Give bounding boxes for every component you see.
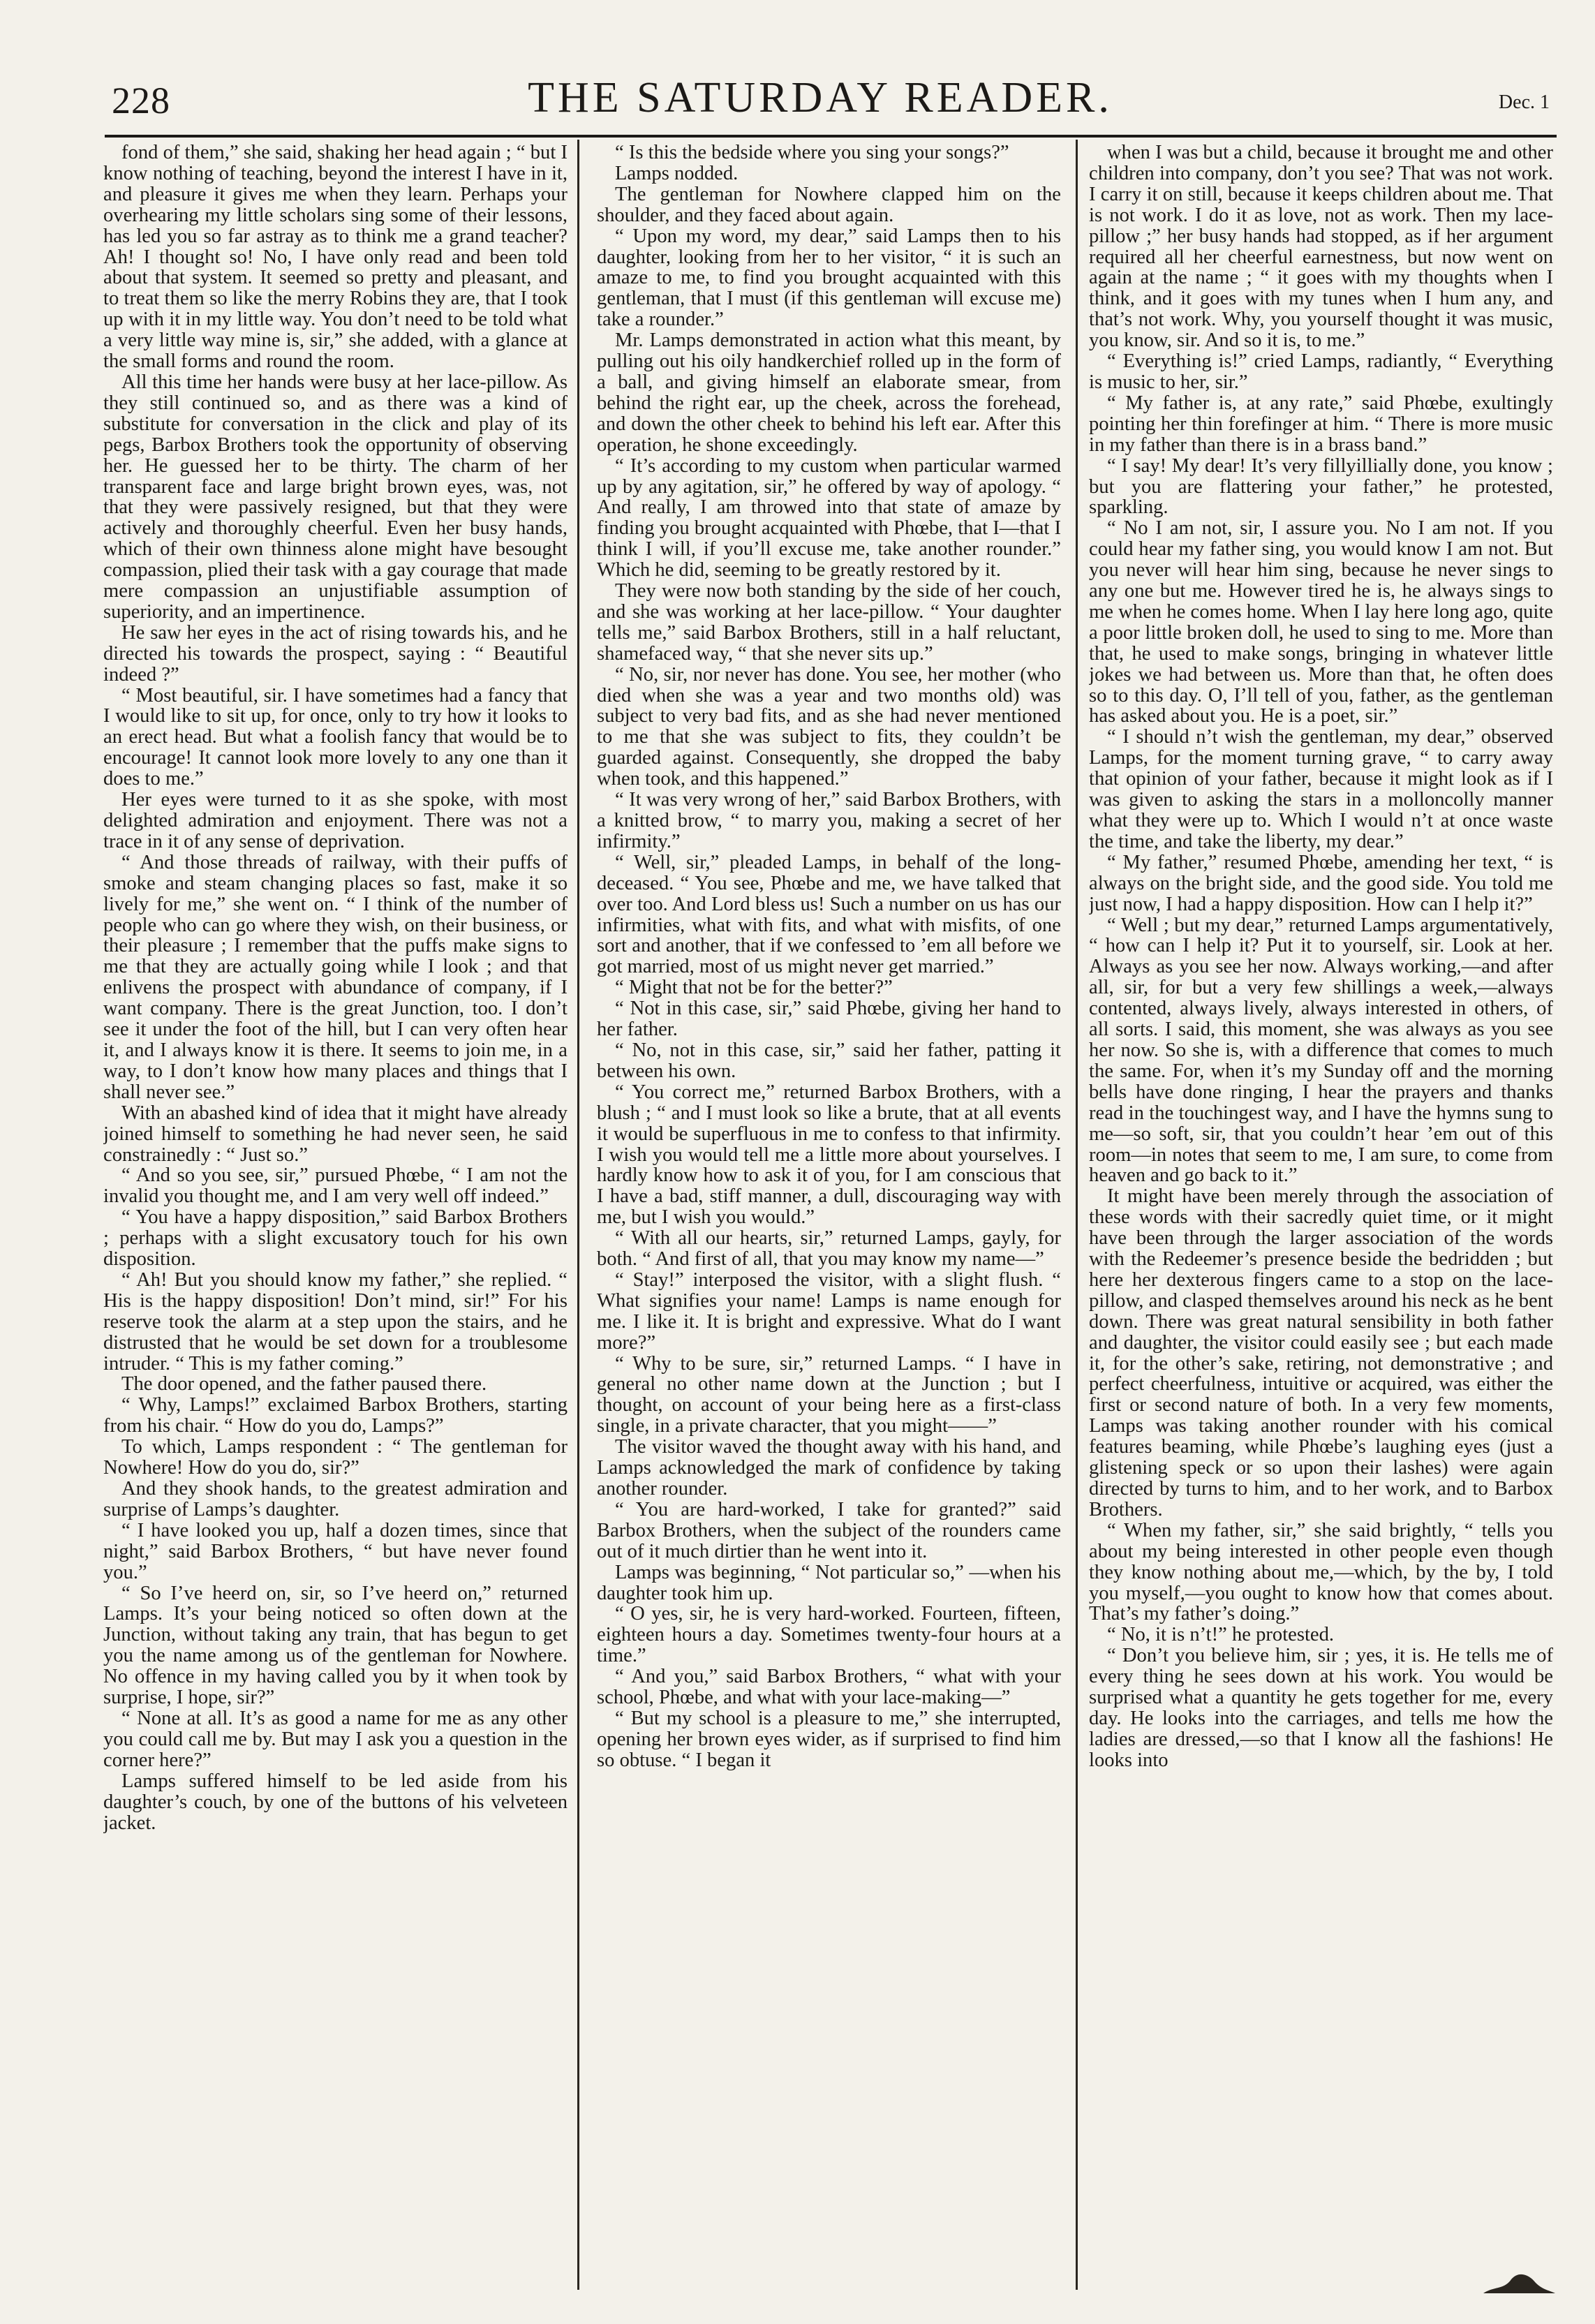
paragraph: “ No, sir, nor never has done. You see, her mother (who died when she was a year and two months old) was subject to very bad fits, and as she had never mentioned to me that she was subject to fits, they couldn’t be guarded against. Consequently, she dropped the baby when took, and this happened.” [597,663,1061,790]
header-rule [105,135,1557,138]
paragraph: All this time her hands were busy at her lace-pillow. As they still continued so, and as there was a kind of substitute for conversation in the click and play of its pegs, Barbox Brothers took the opportunity of observing her. He guessed her to be thirty. The charm of her transparent face and large bright brown eyes, was, not that they were passively resigned, but that they were actively and thoroughly cheerful. Even her busy hands, which of their own thinness alone might have besought compassion, plied their task with a gay courage that made mere compassion an unjustifiable assumption of superiority, and an impertinence. [103,371,567,623]
text-column-3 [1089,142,1553,2286]
paragraph: The gentleman for Nowhere clapped him on the shoulder, and they faced about again. [597,183,1061,226]
paragraph: “ Don’t you believe him, sir ; yes, it is. He tells me of every thing he sees down at his work. You would be surprised what a quantity he gets together for me, every day. He looks into the carriages, and tells me how the ladies are dressed,—so that I know all the fashions! He looks into [1089,1645,1553,1771]
paragraph: “ O yes, sir, he is very hard-worked. Fourteen, fifteen, eighteen hours a day. Sometimes twenty-four hours at a time.” [597,1603,1061,1667]
paragraph: “ And you,” said Barbox Brothers, “ what with your school, Phœbe, and what with your lace-making—” [597,1666,1061,1709]
paragraph: “ And those threads of railway, with their puffs of smoke and steam changing places so fast, make it so lively for me,” she went on. “ I think of the number of people who can go where they wish, on their business, or their pleasure ; I remember that the puffs make signs to me that they are actually going while I look ; and that enlivens the prospect with abundance of company, if I want company. There is the great Junction, too. I don’t see it under the foot of the hill, but I can very often hear it, and I always know it is there. It seems to join me, in a way, to I don’t know how many places and things that I shall never see.” [103,851,567,1103]
paragraph: “ I have looked you up, half a dozen times, since that night,” said Barbox Brothers, “ but have never found you.” [103,1519,567,1583]
paragraph: “ Is this the bedside where you sing your songs?” [615,142,1009,163]
paragraph: “ You are hard-worked, I take for granted?” said Barbox Brothers, when the subject of the rounders came out of it much dirtier than he went into it. [597,1498,1061,1562]
paragraph: “ Not in this case, sir,” said Phœbe, giving her hand to her father. [597,998,1061,1041]
paragraph: “ I should n’t wish the gentleman, my dear,” observed Lamps, for the moment turning grave, “ to carry away that opinion of your father, because it might look as if I was given to asking the stars in a molloncolly manner what they were up to. Which I would n’t at once waste the time, and take the liberty, my dear.” [1089,726,1553,852]
paragraph: “ I say! My dear! It’s very fillyillially done, you know ; but you are flattering your father,” he protested, sparkling. [1089,454,1553,519]
page-number: 228 [112,80,170,121]
paragraph: “ Why, Lamps!” exclaimed Barbox Brothers, starting from his chair. “ How do you do, Lamps?” [103,1394,567,1437]
paragraph: “ With all our hearts, sir,” returned Lamps, gayly, for both. “ And first of all, that you may know my name—” [597,1227,1061,1271]
paragraph: “ Well, sir,” pleaded Lamps, in behalf of the long-deceased. “ You see, Phœbe and me, we have talked that over too. And Lord bless us! Such a number on us has our infirmities, what with fits, and what with misfits, of one sort and another, that if we confessed to ’em all before we got married, most of us might never get married.” [597,851,1061,978]
paragraph: “ And so you see, sir,” pursued Phœbe, “ I am not the invalid you thought me, and I am very well off indeed.” [103,1164,567,1208]
paragraph: Her eyes were turned to it as she spoke, with most delighted admiration and enjoyment. There was not a trace in it of any sense of deprivation. [103,789,567,852]
paragraph: Lamps was beginning, “ Not particular so,” —when his daughter took him up. [597,1561,1061,1604]
column-divider [1076,140,1078,2290]
paragraph: “ Well ; but my dear,” returned Lamps argumentatively, “ how can I help it? Put it to yourself, sir. Look at her. Always as you see her now. Always working,—and after all, sir, for but a very few shillings a week,—always contented, always lively, always interested in others, of all sorts. I said, this moment, she was always as you see her now. So she is, with a difference that comes to much the same. For, when it’s my Sunday off and the morning bells have done ringing, I hear the prayers and thanks read in the touchingest way, and I have the hymns sung to me—so soft, sir, that you couldn’t hear ’em out of this room—in notes that seem to me, I am sure, to come from heaven and go back to it.” [1089,914,1553,1187]
page-header [91,66,1550,129]
paragraph: “ Stay!” interposed the visitor, with a slight flush. “ What signifies your name! Lamps is name enough for me. I like it. It is bright and expressive. What do I want more?” [597,1268,1061,1354]
paragraph: He saw her eyes in the act of rising towards his, and he directed his towards the prospect, saying : “ Beautiful indeed ?” [103,621,567,686]
paragraph: Lamps suffered himself to be led aside from his daughter’s couch, by one of the buttons of his velveteen jacket. [103,1770,567,1834]
paragraph: The door opened, and the father paused there. [121,1373,487,1396]
paragraph: “ Why to be sure, sir,” returned Lamps. “ I have in general no other name down at the Junction ; but I thought, on account of your being here as a first-class single, in a private character, that you might——” [597,1352,1061,1437]
text-column-2 [597,142,1061,2286]
paragraph: “ My father,” resumed Phœbe, amending her text, “ is always on the bright side, and the good side. You told me just now, I had a happy disposition. How can I help it?” [1089,851,1553,915]
paragraph: “ So I’ve heerd on, sir, so I’ve heerd on,” returned Lamps. It’s your being noticed so often down at the Junction, without taking any train, that has begun to get you the name among us of the gentleman for Nowhere. No offence in my having called you by it when took by surprise, I hope, sir?” [103,1582,567,1709]
paragraph: “ You correct me,” returned Barbox Brothers, with a blush ; “ and I must look so like a brute, that at all events it would be superfluous in me to confess to that infirmity. I wish you would tell me a little more about yourselves. I hardly know how to ask it of you, for I am conscious that I have a bad, stiff manner, a dull, discouraging way with me, but I wish you would.” [597,1081,1061,1229]
ink-blot-mark [1480,2265,1557,2297]
text-column-1 [103,142,567,2286]
paragraph: “ My father is, at any rate,” said Phœbe, exultingly pointing her thin forefinger at him. “ There is more music in my father than there is in a brass band.” [1089,392,1553,456]
paragraph: Lamps nodded. [615,162,739,184]
paragraph: “ You have a happy disposition,” said Barbox Brothers ; perhaps with a slight excusatory touch for his own disposition. [103,1206,567,1271]
paragraph: “ No, not in this case, sir,” said her father, patting it between his own. [597,1039,1061,1082]
paragraph: They were now both standing by the side of her couch, and she was working at her lace-pillow. “ Your daughter tells me,” said Barbox Brothers, still in a half reluctant, shamefaced way, “ that she never sits up.” [597,580,1061,665]
paragraph: “ None at all. It’s as good a name for me as any other you could call me by. But may I ask you a question in the corner here?” [103,1707,567,1771]
paragraph: “ Most beautiful, sir. I have sometimes had a fancy that I would like to sit up, for once, only to try how it looks to an erect head. But what a foolish fancy that would be to encourage! It cannot look more lovely to any one than it does to me.” [103,684,567,790]
paragraph: “ Everything is!” cried Lamps, radiantly, “ Everything is music to her, sir.” [1089,350,1553,393]
paragraph: “ Ah! But you should know my father,” she replied. “ His is the happy disposition! Don’t mind, sir!” For his reserve took the alarm at a step upon the stairs, and he distrusted that he would be set down for a troublesome intruder. “ This is my father coming.” [103,1268,567,1375]
paragraph: “ It’s according to my custom when particular warmed up by any agitation, sir,” he offered by way of apology. “ And really, I am throwed into that state of amaze by finding you brought acquainted with Phœbe, that I—that I think I will, if you’ll excuse me, take another rounder.” Which he did, seeming to be greatly restored by it. [597,454,1061,582]
paragraph: “ It was very wrong of her,” said Barbox Brothers, with a knitted brow, “ to marry you, making a secret of her infirmity.” [597,789,1061,852]
publication-title: THE SATURDAY READER. [528,74,1113,121]
paragraph: fond of them,” she said, shaking her head again ; “ but I know nothing of teaching, beyond the interest I have in it, and pleasure it gives me when they learn. Perhaps your overhearing my little scholars sing some of their lessons, has led you so far astray as to think me a grand teacher? Ah! I thought so! No, I have only read and been told about that system. It seemed so pretty and pleasant, and to treat them so like the merry Robins they are, that I took up with it in my little way. You don’t need to be told what a very little way mine is, sir,” she added, with a glance at the small forms and round the room. [103,142,567,373]
paragraph: To which, Lamps respondent : “ The gentleman for Nowhere! How do you do, sir?” [103,1436,567,1479]
paragraph: “ But my school is a pleasure to me,” she interrupted, opening her brown eyes wider, as if surprised to find him so obtuse. “ I began it [597,1707,1061,1771]
paragraph: “ Might that not be for the better?” [615,977,893,999]
paragraph: “ When my father, sir,” she said brightly, “ tells you about my being interested in other people even though they know nothing about me,—which, by the by, I told you myself,—you ought to know how that comes about. That’s my father’s doing.” [1089,1519,1553,1625]
paragraph: Mr. Lamps demonstrated in action what this meant, by pulling out his oily handkerchief rolled up in the form of a ball, and giving himself an elaborate smear, from behind the right ear, up the cheek, across the forehead, and down the other cheek to behind his left ear. After this operation, he shone exceedingly. [597,330,1061,456]
paragraph: “ No I am not, sir, I assure you. No I am not. If you could hear my father sing, you would know I am not. But you never will hear him sing, because he never sings to any one but me. However tired he is, he always sings to me when he comes home. When I lay here long ago, quite a poor little broken doll, he used to sing to me. More than that, he used to make songs, bringing in whatever little jokes we had between us. More than that, he often does so to this day. O, I’ll tell of you, father, as the gentleman has asked about you. He is a poet, sir.” [1089,517,1553,727]
paragraph: It might have been merely through the association of these words with their sacredly quiet time, or it might have been through the larger association of the words with the Redeemer’s presence beside the bedridden ; but here her dexterous fingers came to a stop on the lace-pillow, and clasped themselves around his neck as he bent down. There was great natural sensibility in both father and daughter, the visitor could easily see ; but each made it, for the other’s sake, retiring, not demonstrative ; and perfect cheerfulness, intuitive or acquired, was either the first or second nature of both. In a very few moments, Lamps was taking another rounder with his comical features beaming, while Phœbe’s laughing eyes (just a glistening speck or so upon their lashes) were again directed by turns to him, and to her work, and to Barbox Brothers. [1089,1185,1553,1520]
paragraph: And they shook hands, to the greatest admiration and surprise of Lamps’s daughter. [103,1478,567,1520]
column-divider [577,140,579,2290]
paragraph: “ No, it is n’t!” he protested. [1107,1624,1335,1646]
paragraph: when I was but a child, because it brought me and other children into company, don’t you see? That was not work. I carry it on still, because it keeps children about me. That is not work. I do it as love, not as work. Then my lace-pillow ;” her busy hands had stopped, as if her argument required all her cheerful earnestness, but now went on again at the name ; “ it goes with my thoughts when I think, and it goes with my tunes when I hum any, and that’s not work. Why, you yourself thought it was music, you know, sir. And so it is, to me.” [1089,142,1553,352]
paragraph: With an abashed kind of idea that it might have already joined himself to something he had never seen, he said constrainedly : “ Just so.” [103,1102,567,1166]
issue-date: Dec. 1 [1498,91,1550,113]
paragraph: “ Upon my word, my dear,” said Lamps then to his daughter, looking from her to her visitor, “ it is such an amaze to me, to find you brought acquainted with this gentleman, that I must (if this gentleman will excuse me) take a rounder.” [597,225,1061,331]
paragraph: The visitor waved the thought away with his hand, and Lamps acknowledged the mark of confidence by taking another rounder. [597,1436,1061,1500]
